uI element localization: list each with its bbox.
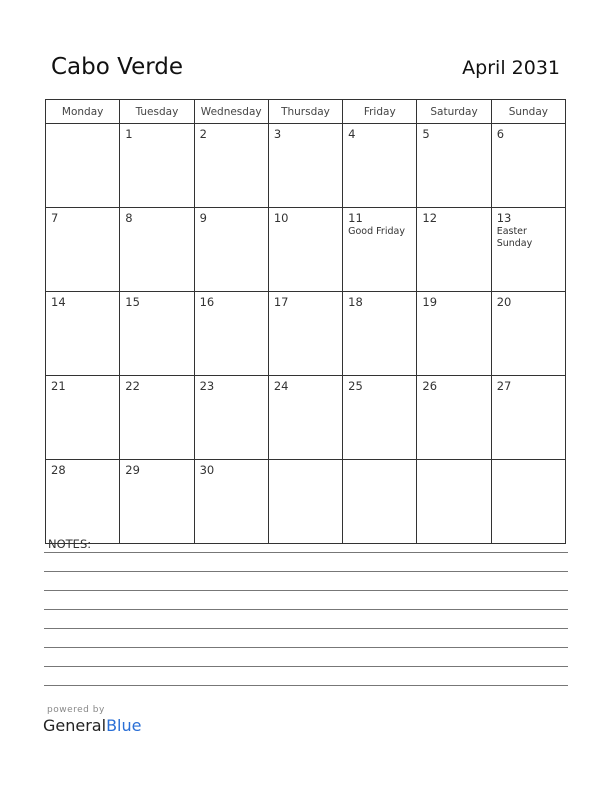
day-cell (194, 376, 268, 460)
day-number: 4 (348, 127, 356, 141)
day-cell (120, 124, 194, 208)
day-cell (491, 460, 565, 544)
day-cell (268, 292, 342, 376)
day-cell (120, 208, 194, 292)
day-cell (120, 376, 194, 460)
note-line (44, 685, 568, 686)
day-number: 27 (496, 379, 512, 393)
day-number: 6 (496, 127, 505, 141)
day-number: 18 (348, 295, 363, 309)
day-cell (343, 208, 417, 292)
day-cell (46, 124, 120, 208)
note-line (44, 666, 568, 667)
day-number: 26 (422, 379, 438, 393)
calendar-grid (45, 99, 566, 544)
day-cell (194, 292, 268, 376)
day-cell (343, 292, 417, 376)
weekday-header: Friday (343, 100, 417, 124)
day-number: 21 (51, 379, 66, 393)
day-cell (268, 376, 342, 460)
day-cell (417, 460, 491, 544)
day-cell (491, 124, 565, 208)
day-number: 16 (199, 295, 215, 309)
holiday-label: Easter Sunday (496, 226, 533, 249)
day-cell (120, 292, 194, 376)
day-cell (120, 460, 194, 544)
day-cell (46, 292, 120, 376)
generalblue-logo (43, 716, 141, 735)
day-number: 1 (125, 127, 133, 141)
day-number: 12 (422, 211, 438, 225)
holiday-label: Good Friday (348, 226, 405, 237)
day-number: 13 (496, 211, 512, 225)
day-number: 8 (125, 211, 133, 225)
day-cell (343, 460, 417, 544)
day-cell (491, 376, 565, 460)
day-cell (194, 460, 268, 544)
week-row (46, 208, 566, 292)
day-number: 14 (51, 295, 66, 309)
day-number: 11 (348, 211, 363, 225)
day-cell (46, 376, 120, 460)
day-cell (46, 460, 120, 544)
day-cell (268, 124, 342, 208)
day-number: 25 (348, 379, 363, 393)
weekday-header: Monday (46, 100, 120, 124)
day-cell (268, 208, 342, 292)
day-cell (417, 292, 491, 376)
weekday-header: Saturday (417, 100, 491, 124)
brand-blue: Blue (106, 716, 142, 735)
day-number: 10 (273, 211, 289, 225)
notes-label: NOTES: (48, 537, 92, 551)
day-cell (343, 376, 417, 460)
day-cell (194, 208, 268, 292)
note-line (44, 628, 568, 629)
weekday-header-row (46, 100, 566, 124)
brand-general: General (43, 716, 107, 735)
day-cell (417, 208, 491, 292)
day-number: 20 (496, 295, 512, 309)
weekday-header: Thursday (268, 100, 342, 124)
note-line (44, 590, 568, 591)
note-line (44, 609, 568, 610)
day-cell (491, 208, 565, 292)
week-row (46, 124, 566, 208)
week-row (46, 292, 566, 376)
day-number: 15 (125, 295, 140, 309)
month-year-title: April 2031 (462, 57, 560, 79)
week-row (46, 460, 566, 544)
day-number: 2 (199, 127, 207, 141)
note-line (44, 571, 568, 572)
day-cell (46, 208, 120, 292)
day-cell (343, 124, 417, 208)
day-number: 3 (273, 127, 282, 141)
powered-by-text: powered by (47, 705, 105, 715)
note-line (44, 552, 568, 553)
day-cell (417, 124, 491, 208)
note-line (44, 647, 568, 648)
day-number: 5 (422, 127, 430, 141)
weekday-header: Tuesday (120, 100, 194, 124)
day-cell (491, 292, 565, 376)
day-number: 24 (273, 379, 289, 393)
country-title: Cabo Verde (51, 54, 184, 80)
day-number: 22 (125, 379, 140, 393)
day-cell (194, 124, 268, 208)
day-cell (268, 460, 342, 544)
day-number: 30 (199, 463, 215, 477)
day-number: 7 (51, 211, 59, 225)
day-number: 17 (273, 295, 289, 309)
week-row (46, 376, 566, 460)
day-cell (417, 376, 491, 460)
day-number: 29 (125, 463, 140, 477)
weekday-header: Sunday (491, 100, 565, 124)
day-number: 28 (51, 463, 66, 477)
day-number: 19 (422, 295, 438, 309)
day-number: 9 (199, 211, 207, 225)
weekday-header: Wednesday (194, 100, 268, 124)
day-number: 23 (199, 379, 215, 393)
